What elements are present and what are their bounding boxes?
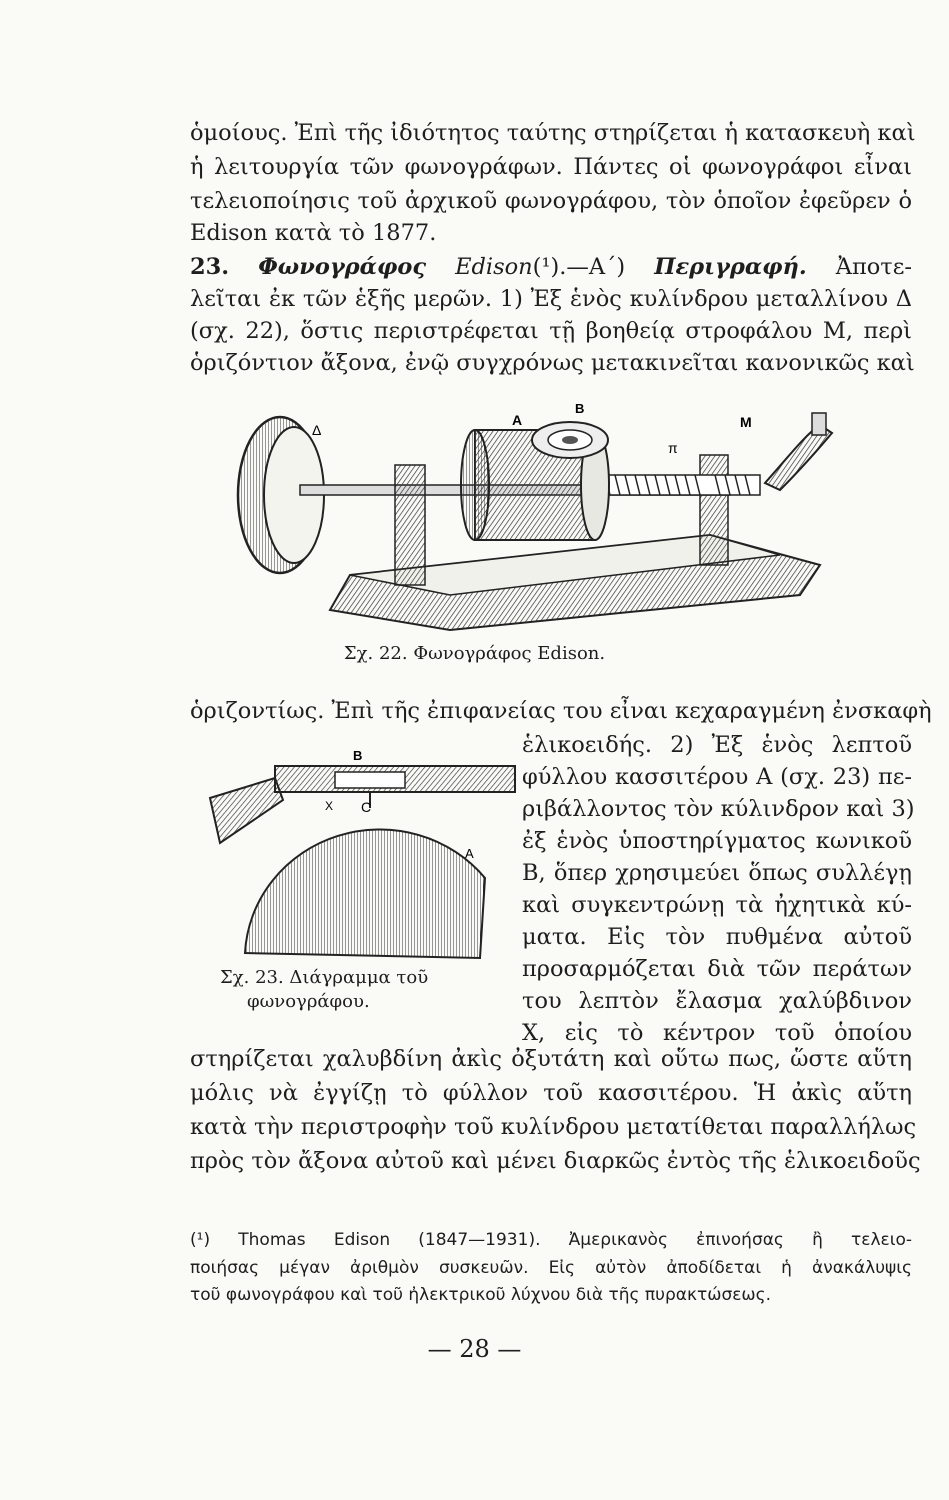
text-line: ὁριζοντίως. Ἐπὶ τῆς ἐπιφανείας του εἶναι κεχαραγμένη ἐνσκαφὴ [190,698,932,724]
diagram-label-x: X [325,799,334,813]
text-line: κατὰ τὴν περιστροφὴν τοῦ κυλίνδρου μετατίθεται παραλλήλως [190,1114,917,1140]
text-line: ριβάλλοντος τὸν κύλινδρον καὶ 3) [522,796,915,822]
subsection-title: Περιγραφή. [654,254,807,280]
figure-label-m: M [740,414,752,430]
text-line: του λεπτὸν ἔλασμα χαλύβδινον [522,988,912,1014]
text-line: Β, ὅπερ χρησιμεύει ὅπως συλλέγῃ [522,860,912,886]
heading-continuation: Ἀποτε- [835,254,913,280]
section-title: Φωνογράφος [258,254,427,280]
diagram-label-c: C [361,799,372,815]
footnote-ref: (¹). [532,254,567,280]
figure-22-caption: Σχ. 22. Φωνογράφος Edison. [343,643,606,664]
text-line: πρὸς τὸν ἄξονα αὐτοῦ καὶ μένει διαρκῶς ἐντὸς τῆς ἑλικοειδοῦς [190,1148,921,1174]
text-line: προσαρμόζεται διὰ τῶν περάτων [522,956,912,982]
drum-section [245,830,485,958]
mouthpiece [532,422,608,458]
figure-23-caption-line2: φωνογράφου. [247,991,370,1012]
section-heading [190,252,912,282]
subsection-mark: —Α΄) [566,254,626,280]
footnote-line: (¹) Thomas Edison (1847—1931). Ἀμερικανὸς ἐπινοήσας ἢ τελειο- [190,1230,912,1250]
phonograph-diagram [195,748,517,963]
text-line: (σχ. 22), ὅστις περιστρέφεται τῇ βοηθείᾳ στροφάλου Μ, περὶ [190,318,912,344]
figure-label-d: Δ [312,422,322,438]
diagram-label-b: B [353,748,363,763]
screw-shaft [600,475,760,495]
horn-tube [210,778,283,843]
text-line: ἐξ ἑνὸς ὑποστηρίγματος κωνικοῦ [522,828,912,854]
text-line: φύλλου κασσιτέρου Α (σχ. 23) πε- [522,764,912,790]
text-line: τελειοποίησις τοῦ ἀρχικοῦ φωνογράφου, τὸν ὁποῖον ἐφεῦρεν ὁ [190,188,912,214]
text-line: καὶ συγκεντρώνῃ τὰ ἠχητικὰ κύ- [522,892,912,918]
figure-label-p: π [668,440,678,456]
figure-label-b: B [575,401,585,416]
text-line: στηρίζεται χαλυβδίνη ἀκὶς ὀξυτάτη καὶ οὕτω πως, ὥστε αὕτη [190,1046,912,1072]
figure-23-caption-line1: Σχ. 23. Διάγραμμα τοῦ [220,967,429,988]
section-number: 23. [190,254,230,280]
text-line: ἑλικοειδής. 2) Ἐξ ἑνὸς λεπτοῦ [522,732,912,758]
page-number: — 28 — [427,1335,522,1363]
text-line: μόλις νὰ ἐγγίζῃ τὸ φύλλον τοῦ κασσιτέρου. Ἡ ἀκὶς αὕτη [190,1080,912,1106]
section-name: Edison [455,254,533,280]
text-line: λεῖται ἐκ τῶν ἑξῆς μερῶν. 1) Ἐξ ἑνὸς κυλίνδρου μεταλλίνου Δ [190,286,912,312]
text-line: ἡ λειτουργία τῶν φωνογράφων. Πάντες οἱ φωνογράφοι εἶναι [190,154,912,180]
text-line: Χ, εἰς τὸ κέντρον τοῦ ὁποίου [522,1020,912,1046]
text-line: ὁριζόντιον ἄξονα, ἐνῷ συγχρόνως μετακινεῖται κανονικῶς καὶ [190,350,915,376]
phonograph-illustration [220,395,840,640]
text-line: ὁμοίους. Ἐπὶ τῆς ἰδιότητος ταύτης στηρίζεται ἡ κατασκευὴ καὶ [190,120,916,146]
text-line: ματα. Εἰς τὸν πυθμένα αὐτοῦ [522,924,912,950]
footnote-line: ποιήσας μέγαν ἀριθμὸν συσκευῶν. Εἰς αὐτὸν ἀποδίδεται ἡ ἀνακάλυψις [190,1258,912,1278]
diagram-label-a: A [465,846,474,861]
text-line: Edison κατὰ τὸ 1877. [190,220,437,246]
figure-label-a: A [512,412,523,428]
footnote-line: τοῦ φωνογράφου καὶ τοῦ ἠλεκτρικοῦ λύχνου διὰ τῆς πυρακτώσεως. [190,1285,772,1305]
